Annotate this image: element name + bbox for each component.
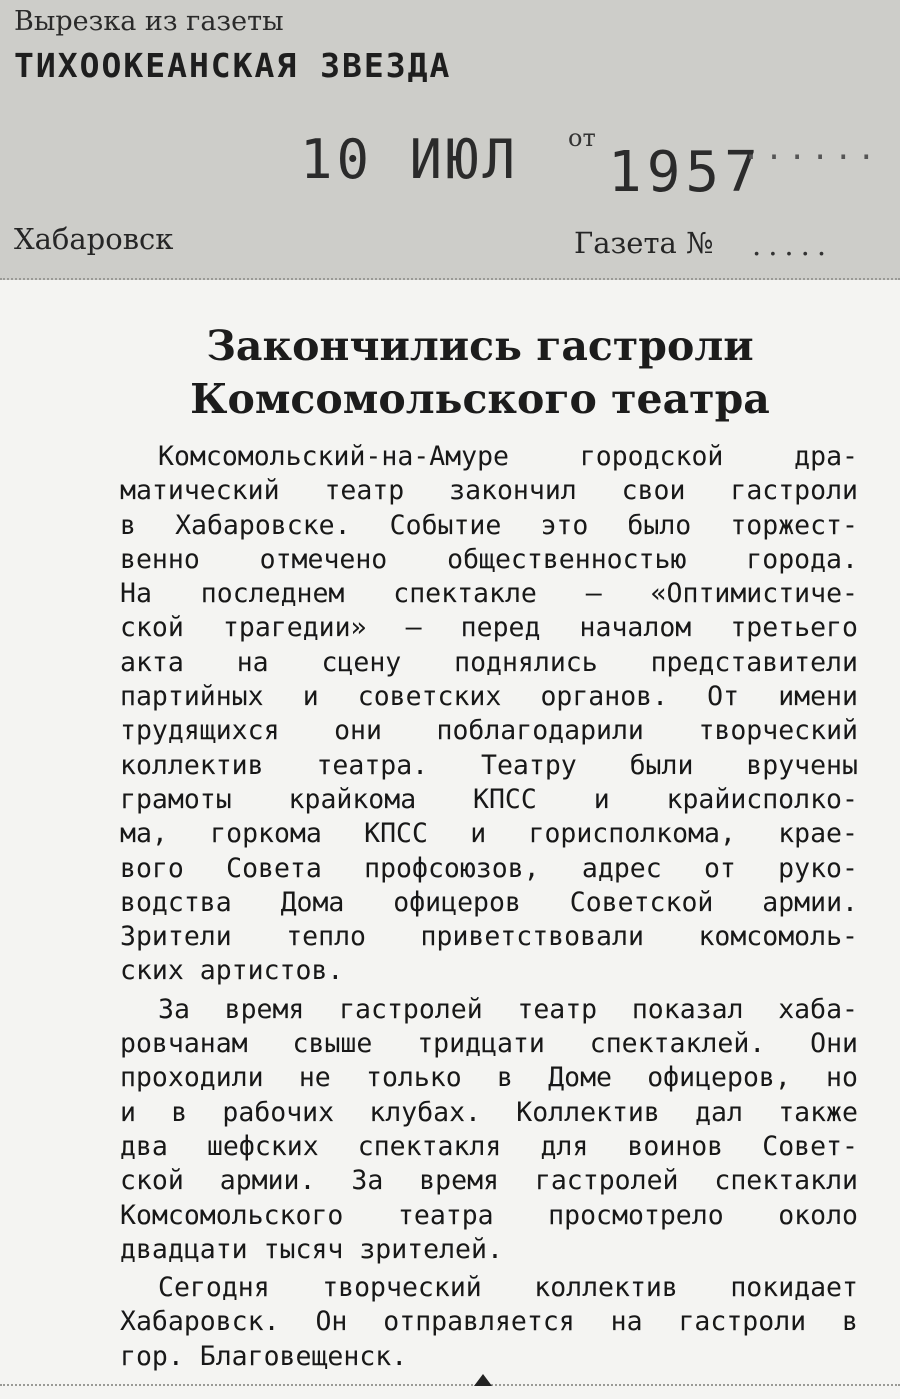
article-line: Сегодня творческий коллектив покидает — [158, 1272, 858, 1304]
article-line: За время гастролей театр показал хаба- — [158, 993, 858, 1025]
article-line: ской армии. За время гастролей спектакли — [120, 1165, 858, 1197]
article-line: партийных и советских органов. От имени — [120, 681, 858, 713]
article-line: На последнем спектакле — «Оптимистиче- — [120, 578, 858, 610]
article-line: трудящихся они поблагодарили творческий — [120, 715, 858, 747]
article-line: гор. Благовещенск. — [120, 1340, 408, 1372]
gazette-number-dots: ..... — [752, 228, 834, 262]
article-line: водства Дома офицеров Советской армии. — [120, 886, 858, 918]
from-label: от — [568, 124, 596, 152]
article-line: вого Совета профсоюзов, адрес от руко- — [120, 852, 858, 884]
article-line: Комсомольский-на-Амуре городской дра- — [158, 441, 858, 472]
gazette-number-label: Газета № — [574, 226, 714, 260]
article-title-line-2: Комсомольского театра — [190, 375, 770, 423]
article-line: Хабаровск. Он отправляется на гастроли в — [120, 1306, 858, 1338]
article-line: ма, горкома КПСС и горисполкома, крае- — [120, 818, 858, 850]
article-line: Комсомольского театра просмотрело около — [120, 1199, 858, 1231]
clipping-label: Вырезка из газеты — [14, 6, 284, 37]
date-year: 1957 — [608, 140, 763, 205]
date-dots: ...... — [742, 132, 881, 167]
article-line: матический театр закончил свои гастроли — [120, 475, 858, 507]
newspaper-name: ТИХООКЕАНСКАЯ ЗВЕЗДА — [14, 46, 452, 85]
caret-mark-icon — [474, 1374, 492, 1386]
article-line: два шефских спектакля для воинов Совет- — [120, 1130, 858, 1162]
article-body — [120, 440, 858, 1374]
article-line: грамоты крайкома КПСС и крайисполко- — [120, 783, 858, 815]
article-line: ских артистов. — [120, 955, 344, 987]
article-title-line-1: Закончились гастроли — [206, 322, 754, 370]
article-line: ровчанам свыше тридцати спектаклей. Они — [120, 1028, 858, 1060]
article-line: проходили не только в Доме офицеров, но — [120, 1062, 858, 1094]
article-line: ской трагедии» — перед началом третьего — [120, 612, 858, 644]
article-line: акта на сцену поднялись представители — [120, 646, 858, 678]
bottom-cut-line — [0, 1384, 900, 1386]
article-line: и в рабочих клубах. Коллектив дал также — [120, 1096, 858, 1128]
clipping-header — [0, 0, 900, 280]
date-stamp: 10 ИЮЛ — [300, 128, 520, 191]
article-line: двадцати тысяч зрителей. — [120, 1233, 503, 1265]
article-line: венно отмечено общественностью города. — [120, 543, 858, 575]
article-line: Зрители тепло приветствовали комсомоль- — [120, 921, 858, 953]
article-title — [90, 320, 870, 426]
article-line: в Хабаровске. Событие это было торжест- — [120, 509, 858, 541]
article-line: коллектив театра. Театру были вручены — [120, 749, 858, 781]
city-label: Хабаровск — [14, 222, 174, 256]
